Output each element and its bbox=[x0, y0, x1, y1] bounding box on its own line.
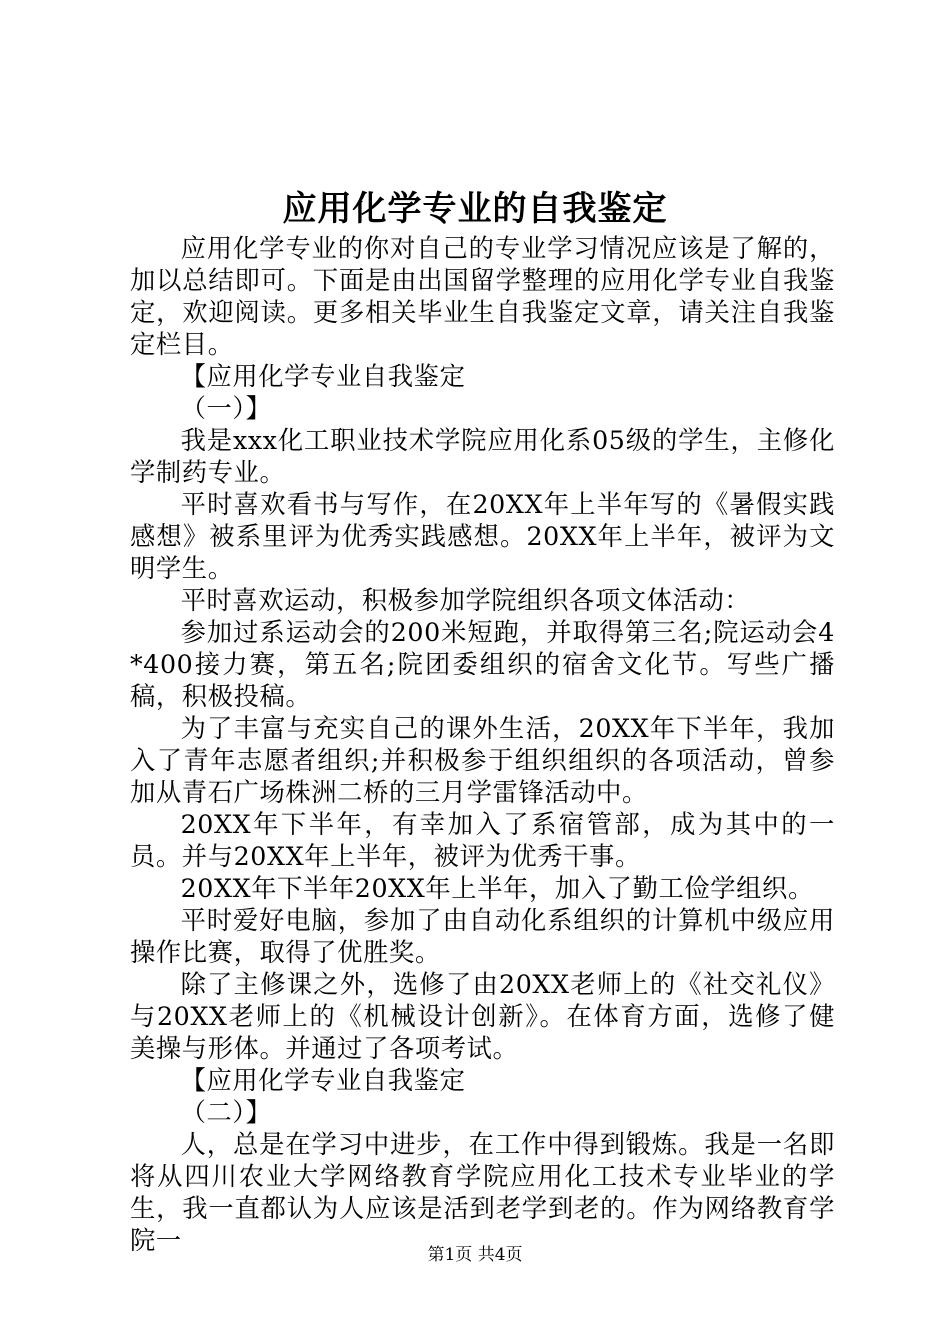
section-heading-1b: （一）】 bbox=[180, 394, 272, 423]
page-footer: 第1页 共4页 bbox=[427, 1245, 523, 1265]
paragraph: 平时喜欢运动，积极参加学院组织各项文体活动： bbox=[180, 586, 751, 615]
paragraph: 20XX年下半年，有幸加入了系宿管部，成为其中的一员。并与20XX年上半年，被评为优秀干事。 bbox=[130, 810, 835, 871]
paragraph: 我是xxx化工职业技术学院应用化系05级的学生，主修化学制药专业。 bbox=[130, 426, 835, 487]
paragraph: 平时爱好电脑，参加了由自动化系组织的计算机中级应用操作比赛，取得了优胜奖。 bbox=[130, 906, 835, 967]
paragraph: 为了丰富与充实自己的课外生活，20XX年下半年，我加入了青年志愿者组织;并积极参于组织组织的各项活动，曾参加从青石广场株洲二桥的三月学雷锋活动中。 bbox=[130, 714, 835, 807]
paragraph: 平时喜欢看书与写作，在20XX年上半年写的《暑假实践感想》被系里评为优秀实践感想。20XX年上半年，被评为文明学生。 bbox=[130, 490, 835, 583]
section-heading-1a: 【应用化学专业自我鉴定 bbox=[180, 362, 466, 391]
paragraph: 20XX年下半年20XX年上半年，加入了勤工俭学组织。 bbox=[180, 874, 814, 903]
paragraph: 除了主修课之外，选修了由20XX老师上的《社交礼仪》与20XX老师上的《机械设计创新》。在体育方面，选修了健美操与形体。并通过了各项考试。 bbox=[130, 970, 835, 1063]
paragraph-intro: 应用化学专业的你对自己的专业学习情况应该是了解的，加以总结即可。下面是由出国留学整理的应用化学专业自我鉴定，欢迎阅读。更多相关毕业生自我鉴定文章，请关注自我鉴定栏目。 bbox=[130, 234, 835, 359]
document-body bbox=[130, 233, 835, 1257]
paragraph: 人，总是在学习中进步，在工作中得到锻炼。我是一名即将从四川农业大学网络教育学院应用化工技术专业毕业的学生，我一直都认为人应该是活到老学到老的。作为网络教育学院一 bbox=[130, 1130, 835, 1255]
section-heading-2b: （二）】 bbox=[180, 1098, 272, 1127]
section-heading-2a: 【应用化学专业自我鉴定 bbox=[180, 1066, 466, 1095]
document-title: 应用化学专业的自我鉴定 bbox=[282, 189, 668, 229]
paragraph: 参加过系运动会的200米短跑，并取得第三名;院运动会4*400接力赛，第五名;院团委组织的宿舍文化节。写些广播稿，积极投稿。 bbox=[130, 618, 835, 711]
